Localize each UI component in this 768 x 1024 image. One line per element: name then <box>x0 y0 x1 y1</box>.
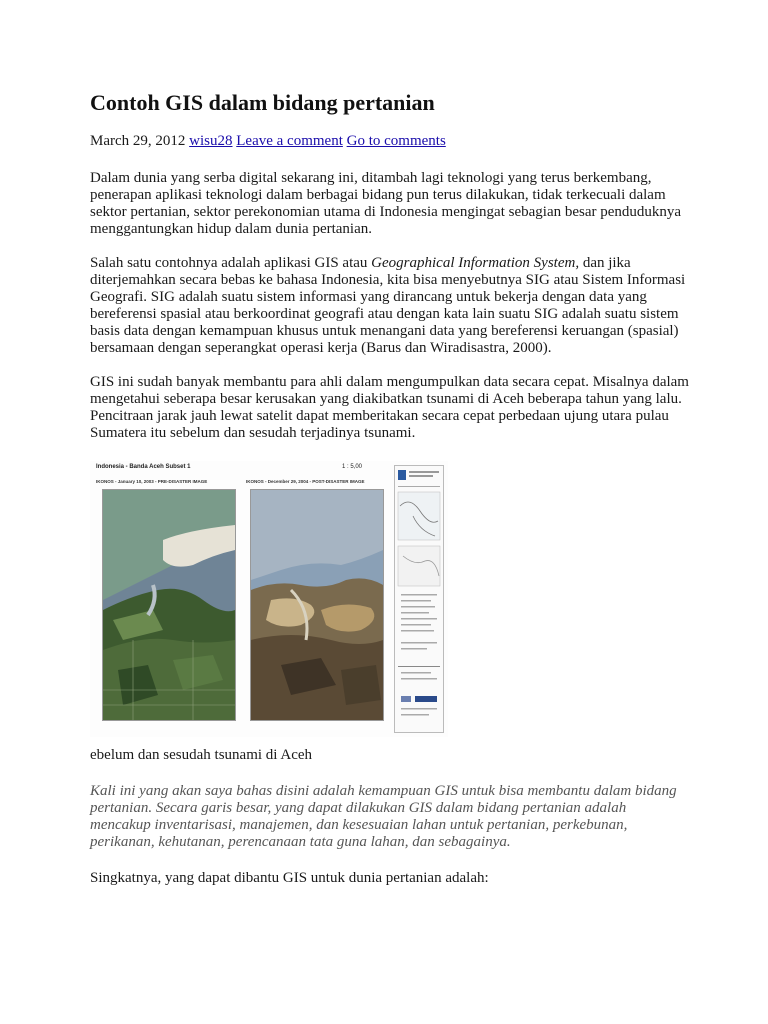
post-meta <box>90 131 690 151</box>
go-to-comments-link[interactable]: Go to comments <box>346 133 446 149</box>
paragraph-text: dan jika diterjemahkan secara bebas ke bahasa Indonesia, kita bisa menyebutnya SIG atau Sistem Informasi Geografi. SIG adalah suatu sistem informasi yang dirancang untuk bekerja dengan data yang bereferensi spasial atau berkoordinat geografi atau dengan kata lain suatu SIG adalah suatu sistem basis data dengan kemampuan khusus untuk menangani data yang bereferensi keruangan (spasial) bersamaan dengan seperangkat operasi kerja (Barus dan Wiradisastra, 2000). <box>90 255 686 356</box>
figure-scale: 1 : 5,00 <box>342 464 363 470</box>
map-legend <box>394 465 444 733</box>
author-link[interactable]: wisu28 <box>189 133 233 149</box>
leave-comment-link[interactable]: Leave a comment <box>236 133 343 149</box>
paragraph-gis-definition <box>90 255 690 357</box>
figure-caption: ebelum dan sesudah tsunami di Aceh <box>90 747 313 763</box>
pre-disaster-label: IKONOS - January 10, 2003 - PRE-DISASTER IMAGE <box>96 479 208 484</box>
post-disaster-label: IKONOS - December 29, 2004 - POST-DISASTER IMAGE <box>246 479 365 484</box>
pre-disaster-image <box>102 489 236 721</box>
paragraph-summary-lead: Singkatnya, yang dapat dibantu GIS untuk dunia pertanian adalah: <box>90 870 489 886</box>
gis-term: Geographical Information System, <box>371 255 580 271</box>
paragraph-intro: Dalam dunia yang serba digital sekarang ini, ditambah lagi teknologi yang terus berkembang, penerapan aplikasi teknologi dalam berbagai bidang pun terus dilakukan, tidak terkecuali dalam sektor pertanian, sektor perekonomian utama di Indonesia mengingat sebagian besar penduduknya menggantungkan hidup dalam dunia pertanian. <box>90 170 682 237</box>
page-title: Contoh GIS dalam bidang pertanian <box>90 90 435 115</box>
pre-disaster-map <box>103 490 235 720</box>
post-disaster-image <box>250 489 384 721</box>
post-disaster-map <box>251 490 383 720</box>
legend-graphics <box>395 466 443 732</box>
paragraph-text: Salah satu contohnya adalah aplikasi GIS atau <box>90 255 372 271</box>
article <box>90 88 690 887</box>
paragraph-gis-agriculture: Kali ini yang akan saya bahas disini adalah kemampuan GIS untuk bisa membantu dalam bidang pertanian. Secara garis besar, yang dapat dilakukan GIS dalam bidang pertanian adalah mencakup inventarisasi, manajemen, dan kesesuaian lahan untuk pertanian, perkebunan, perikanan, kehutanan, perencanaan tata guna lahan, dan sebagainya. <box>90 783 677 850</box>
post-date: March 29, 2012 <box>90 133 186 149</box>
figure-title: Indonesia - Banda Aceh Subset 1 <box>96 464 191 470</box>
satellite-figure <box>90 461 448 737</box>
paragraph-tsunami: GIS ini sudah banyak membantu para ahli dalam mengumpulkan data secara cepat. Misalnya dalam mengetahui seberapa besar kerusakan yang diakibatkan tsunami di Aceh beberapa tahun yang lalu. Pencitraan jarak jauh lewat satelit dapat memberitakan secara cepat perbedaan ujung utara pulau Sumatera itu sebelum dan sesudah terjadinya tsunami. <box>90 374 689 441</box>
